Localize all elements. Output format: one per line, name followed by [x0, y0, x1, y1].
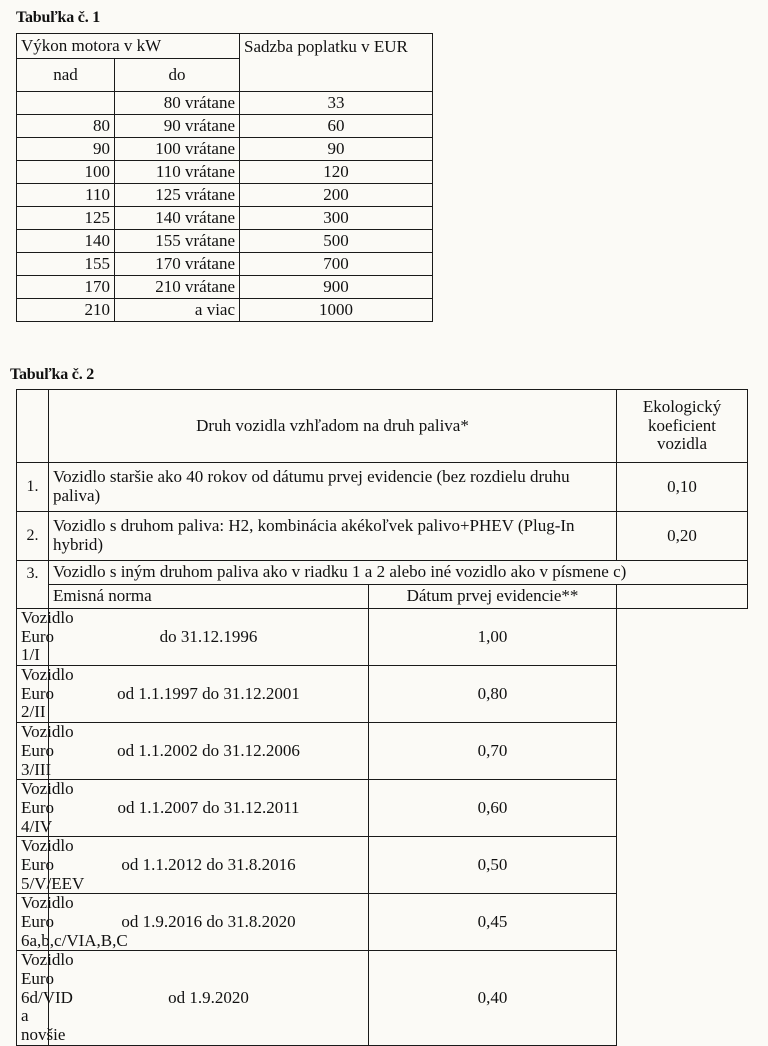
table-row — [17, 894, 748, 951]
power-to-cell: 170 vrátane — [115, 253, 240, 276]
power-to-cell: 125 vrátane — [115, 184, 240, 207]
power-to-cell: 80 vrátane — [115, 92, 240, 115]
fee-cell: 90 — [240, 138, 433, 161]
coefficient-cell: 0,45 — [369, 894, 617, 951]
coefficient-cell: 0,70 — [369, 723, 617, 780]
table-row — [17, 138, 433, 161]
fee-cell: 1000 — [240, 299, 433, 322]
fee-cell: 120 — [240, 161, 433, 184]
coefficient-cell: 0,50 — [369, 837, 617, 894]
registration-date-cell: do 31.12.1996 — [49, 609, 369, 666]
power-from-cell: 140 — [17, 230, 115, 253]
power-from-cell: 90 — [17, 138, 115, 161]
power-to-cell: 110 vrátane — [115, 161, 240, 184]
emission-norm-cell: Vozidlo Euro 2/II — [17, 666, 49, 723]
power-from-cell: 80 — [17, 115, 115, 138]
engine-power-fee-table — [16, 33, 433, 322]
fee-cell: 500 — [240, 230, 433, 253]
registration-date-cell: od 1.1.2012 do 31.8.2016 — [49, 837, 369, 894]
header-to: do — [115, 59, 240, 92]
table2-header-row — [17, 390, 748, 463]
table-row — [17, 115, 433, 138]
row-coefficient: 0,10 — [617, 463, 748, 512]
power-to-cell: 90 vrátane — [115, 115, 240, 138]
registration-date-cell: od 1.9.2020 — [49, 951, 369, 1045]
header-fee-rate: Sadzba poplatku v EUR — [240, 34, 433, 92]
emission-norm-cell: Vozidlo Euro 6a,b,c/VIA,B,C — [17, 894, 49, 951]
fee-cell: 700 — [240, 253, 433, 276]
power-to-cell: 210 vrátane — [115, 276, 240, 299]
table-row — [17, 666, 748, 723]
coefficient-cell: 0,40 — [369, 951, 617, 1045]
table-row — [17, 184, 433, 207]
row-description: Vozidlo staršie ako 40 rokov od dátumu prvej evidencie (bez rozdielu druhu paliva) — [49, 463, 617, 512]
registration-date-cell: od 1.9.2016 do 31.8.2020 — [49, 894, 369, 951]
table-row — [17, 299, 433, 322]
table-row — [17, 780, 748, 837]
power-from-cell: 155 — [17, 253, 115, 276]
row-number: 3. — [17, 561, 49, 609]
table-row — [17, 92, 433, 115]
table-row — [17, 723, 748, 780]
table2-row-2 — [17, 512, 748, 561]
emission-norm-cell: Vozidlo Euro 1/I — [17, 609, 49, 666]
row-description: Vozidlo s druhom paliva: H2, kombinácia akékoľvek palivo+PHEV (Plug-In hybrid) — [49, 512, 617, 561]
coefficient-cell: 0,60 — [369, 780, 617, 837]
table1-header-row — [17, 34, 433, 59]
emission-norm-cell: Vozidlo Euro 5/V/EEV — [17, 837, 49, 894]
registration-date-cell: od 1.1.2007 do 31.12.2011 — [49, 780, 369, 837]
ecological-coefficient-table — [16, 389, 748, 1046]
row-coefficient: 0,20 — [617, 512, 748, 561]
power-from-cell: 100 — [17, 161, 115, 184]
header-from: nad — [17, 59, 115, 92]
power-from-cell: 170 — [17, 276, 115, 299]
emission-norm-cell: Vozidlo Euro 6d/VID a novšie — [17, 951, 49, 1045]
row-number: 2. — [17, 512, 49, 561]
power-from-cell: 110 — [17, 184, 115, 207]
row-description: Vozidlo s iným druhom paliva ako v riadku 1 a 2 alebo iné vozidlo ako v písmene c) — [49, 561, 748, 585]
fee-cell: 300 — [240, 207, 433, 230]
subheader-coefficient-blank — [617, 585, 748, 609]
row-number: 1. — [17, 463, 49, 512]
power-to-cell: 100 vrátane — [115, 138, 240, 161]
header-vehicle-type: Druh vozidla vzhľadom na druh paliva* — [49, 390, 617, 463]
table2-subheader-row — [17, 585, 748, 609]
fee-cell: 33 — [240, 92, 433, 115]
header-engine-power: Výkon motora v kW — [17, 34, 240, 59]
table1-caption: Tabuľka č. 1 — [16, 9, 101, 26]
subheader-emission-norm: Emisná norma — [49, 585, 369, 609]
table2-row-3 — [17, 561, 748, 585]
power-to-cell: 140 vrátane — [115, 207, 240, 230]
power-to-cell: 155 vrátane — [115, 230, 240, 253]
table-row — [17, 161, 433, 184]
power-to-cell: a viac — [115, 299, 240, 322]
subheader-first-registration-date: Dátum prvej evidencie** — [369, 585, 617, 609]
fee-cell: 200 — [240, 184, 433, 207]
table-row — [17, 837, 748, 894]
fee-cell: 60 — [240, 115, 433, 138]
power-from-cell: 125 — [17, 207, 115, 230]
registration-date-cell: od 1.1.1997 do 31.12.2001 — [49, 666, 369, 723]
table-row — [17, 276, 433, 299]
table-row — [17, 230, 433, 253]
power-from-cell — [17, 92, 115, 115]
coefficient-cell: 0,80 — [369, 666, 617, 723]
table-row — [17, 609, 748, 666]
header-number-cell — [17, 390, 49, 463]
emission-norm-cell: Vozidlo Euro 4/IV — [17, 780, 49, 837]
table-row — [17, 207, 433, 230]
emission-norm-cell: Vozidlo Euro 3/III — [17, 723, 49, 780]
table2-row-1 — [17, 463, 748, 512]
power-from-cell: 210 — [17, 299, 115, 322]
table-row — [17, 951, 748, 1045]
coefficient-cell: 1,00 — [369, 609, 617, 666]
table2-caption: Tabuľka č. 2 — [10, 366, 95, 383]
registration-date-cell: od 1.1.2002 do 31.12.2006 — [49, 723, 369, 780]
fee-cell: 900 — [240, 276, 433, 299]
header-eco-coefficient: Ekologický koeficient vozidla — [617, 390, 748, 463]
table-row — [17, 253, 433, 276]
